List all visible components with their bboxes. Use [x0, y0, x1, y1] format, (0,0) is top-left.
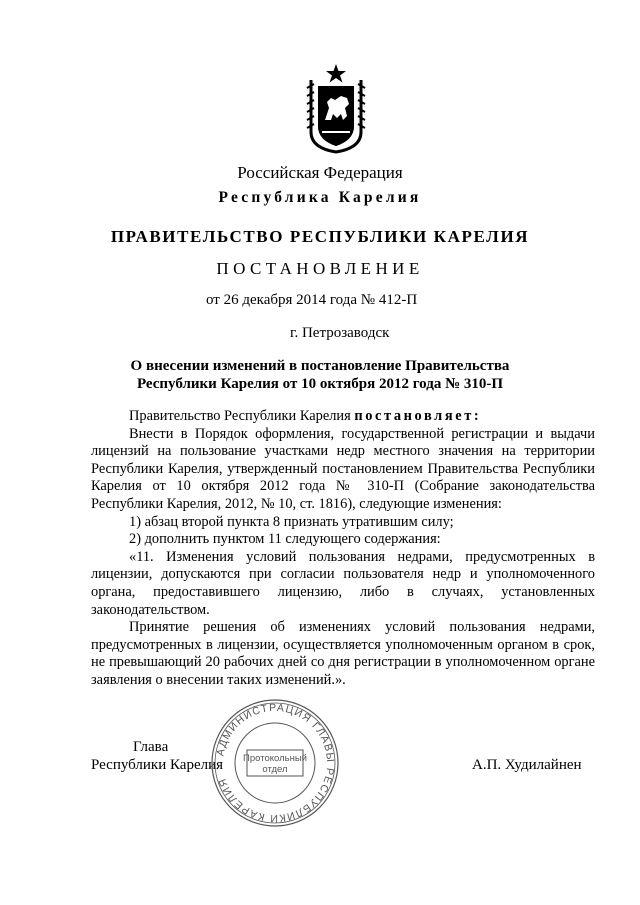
signatory-name: А.П. Худилайнен — [472, 757, 582, 773]
document-title — [0, 357, 640, 393]
intro-subject: Правительство Республики Карелия — [129, 408, 351, 424]
document-date-number: от 26 декабря 2014 года № 412-П — [206, 292, 418, 308]
document-body — [91, 408, 595, 690]
body-paragraph-5: Принятие решения об изменениях условий пользования недрами, предусмотренных в лицензии, осуществляется уполномоченным органом в срок, не превышающий 20 рабочих дней со дня регистрации в уполномоченном органе заявления о внесении таких изменений.». — [91, 619, 595, 688]
coat-of-arms-emblem — [305, 62, 367, 154]
body-paragraph-4: «11. Изменения условий пользования недрами, предусмотренных в лицензии, допускаются при согласии пользователя недр и уполномоченного органа, предоставившего лицензию, либо в случаях, установленных законодательством. — [91, 548, 595, 618]
signatory-post-line-1: Глава — [133, 739, 169, 755]
official-stamp — [205, 698, 345, 828]
signatory-post-line-2: Республики Карелия — [91, 757, 224, 773]
republic-heading: Республика Карелия — [218, 189, 422, 206]
document-city: г. Петрозаводск — [290, 325, 390, 341]
intro-verb: постановляет: — [354, 408, 482, 424]
stamp-ring-text: АДМИНИСТРАЦИЯ ГЛАВЫ РЕСПУБЛИКИ КАРЕЛИЯ — [214, 701, 337, 825]
body-paragraph-1: Внести в Порядок оформления, государственной регистрации и выдачи лицензий на пользование участками недр местного значения на территории Республики Карелия, утвержденный постановлением Правительства Республики Карелия от 10 октября 2012 года № 310-П (Собрание законодательства Республики Карелия, 2012, № 10, ст. 1816), следующие изменения: — [91, 425, 595, 512]
body-intro — [91, 408, 595, 426]
federation-heading: Российская Федерация — [237, 163, 403, 182]
body-paragraph-3: 2) дополнить пунктом 11 следующего содержания: — [129, 531, 441, 548]
title-line-1: О внесении изменений в постановление Правительства — [130, 358, 510, 374]
document-type: ПОСТАНОВЛЕНИЕ — [216, 259, 424, 278]
stamp-center-line-2: отдел — [262, 764, 288, 775]
title-line-2: Республики Карелия от 10 октября 2012 года № 310-П — [136, 376, 504, 392]
government-heading: ПРАВИТЕЛЬСТВО РЕСПУБЛИКИ КАРЕЛИЯ — [110, 227, 530, 246]
stamp-center-line-1: Протокольный — [243, 753, 307, 764]
body-paragraph-2: 1) абзац второй пункта 8 признать утратившим силу; — [129, 513, 454, 530]
